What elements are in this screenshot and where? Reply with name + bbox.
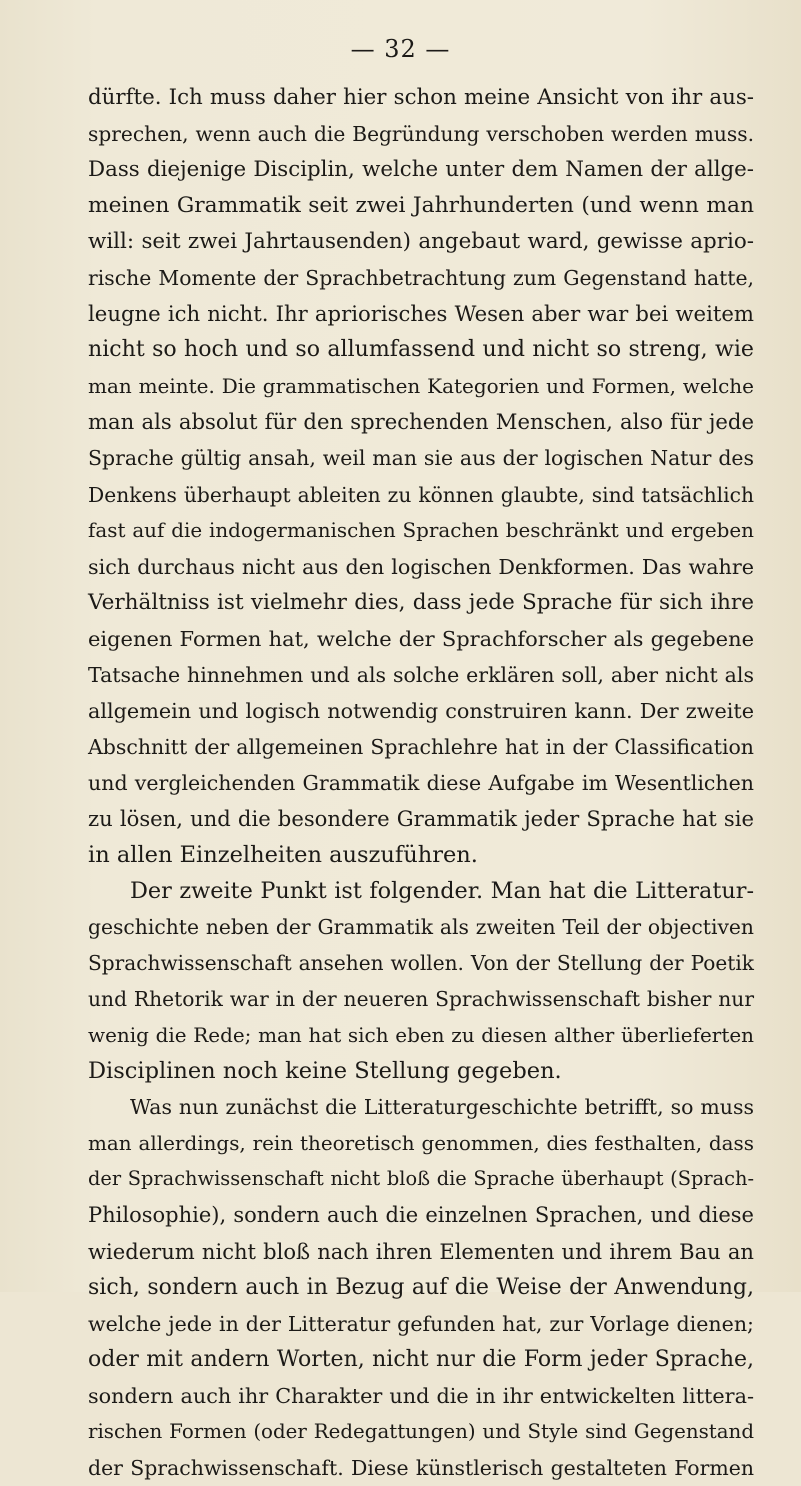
text-line: allgemein und logisch notwendig construiren kann. Der zweite: [88, 698, 754, 723]
text-line: man als absolut für den sprechenden Menschen, also für jede: [88, 409, 754, 435]
text-line: rischen Formen (oder Redegattungen) und Style sind Gegenstand: [88, 1419, 754, 1443]
text-line: meinen Grammatik seit zwei Jahrhunderten (und wenn man: [88, 193, 754, 219]
text-line: sondern auch ihr Charakter und die in ihr entwickelten littera-: [88, 1383, 754, 1408]
text-line: der Sprachwissenschaft. Diese künstlerisch gestalteten Formen: [88, 1455, 754, 1480]
text-line: sprechen, wenn auch die Begründung verschoben werden muss.: [88, 122, 754, 147]
text-line: welche jede in der Litteratur gefunden hat, zur Vorlage dienen;: [88, 1311, 754, 1336]
text-line: sich, sondern auch in Bezug auf die Weise der Anwendung,: [88, 1274, 754, 1300]
text-line: leugne ich nicht. Ihr apriorisches Wesen aber war bei weitem: [88, 301, 754, 327]
body-text: [88, 80, 754, 1486]
text-line: Philosophie), sondern auch die einzelnen Sprachen, und diese: [88, 1202, 754, 1228]
text-line: dürfte. Ich muss daher hier schon meine Ansicht von ihr aus-: [88, 85, 754, 110]
text-line: Sprachwissenschaft ansehen wollen. Von der Stellung der Poetik: [88, 951, 754, 976]
text-line: Sprache gültig ansah, weil man sie aus der logischen Natur des: [88, 446, 754, 471]
text-line: man meinte. Die grammatischen Kategorien und Formen, welche: [88, 374, 754, 399]
text-line: Was nun zunächst die Litteraturgeschichte betrifft, so muss: [130, 1095, 754, 1120]
text-line: Verhältniss ist vielmehr dies, dass jede Sprache für sich ihre: [88, 589, 754, 615]
text-line: wiederum nicht bloß nach ihren Elementen und ihrem Bau an: [88, 1238, 754, 1264]
text-line: fast auf die indogermanischen Sprachen beschränkt und ergeben: [88, 518, 754, 542]
text-line: geschichte neben der Grammatik als zweiten Teil der objectiven: [88, 915, 754, 940]
text-line: und Rhetorik war in der neueren Sprachwissenschaft bisher nur: [88, 987, 754, 1012]
text-line: wenig die Rede; man hat sich eben zu diesen alther überlieferten: [88, 1023, 754, 1048]
text-line: Dass diejenige Disciplin, welche unter dem Namen der allge-: [88, 157, 754, 183]
text-line: in allen Einzelheiten auszuführen.: [88, 841, 478, 868]
text-line: man allerdings, rein theoretisch genommen, dies festhalten, dass: [88, 1131, 754, 1156]
text-line: sich durchaus nicht aus den logischen Denkformen. Das wahre: [88, 554, 754, 579]
text-line: Abschnitt der allgemeinen Sprachlehre hat in der Classification: [88, 734, 754, 759]
text-line: will: seit zwei Jahrtausenden) angebaut ward, gewisse aprio-: [88, 229, 754, 255]
text-line: Disciplinen noch keine Stellung gegeben.: [88, 1058, 562, 1085]
text-line: rische Momente der Sprachbetrachtung zum Gegenstand hatte,: [88, 266, 754, 291]
text-line: Denkens überhaupt ableiten zu können glaubte, sind tatsächlich: [88, 482, 754, 507]
text-line: nicht so hoch und so allumfassend und nicht so streng, wie: [88, 337, 754, 363]
text-line: Tatsache hinnehmen und als solche erklären soll, aber nicht als: [88, 662, 754, 687]
page-number: — 32 —: [350, 35, 451, 63]
text-line: und vergleichenden Grammatik diese Aufgabe im Wesentlichen: [88, 770, 754, 795]
text-line: der Sprachwissenschaft nicht bloß die Sprache überhaupt (Sprach-: [88, 1167, 754, 1191]
text-line: zu lösen, und die besondere Grammatik jeder Sprache hat sie: [88, 805, 754, 831]
text-line: eigenen Formen hat, welche der Sprachforscher als gegebene: [88, 626, 754, 651]
text-line: Der zweite Punkt ist folgender. Man hat die Litteratur-: [130, 878, 754, 905]
text-line: oder mit andern Worten, nicht nur die Form jeder Sprache,: [88, 1346, 754, 1372]
